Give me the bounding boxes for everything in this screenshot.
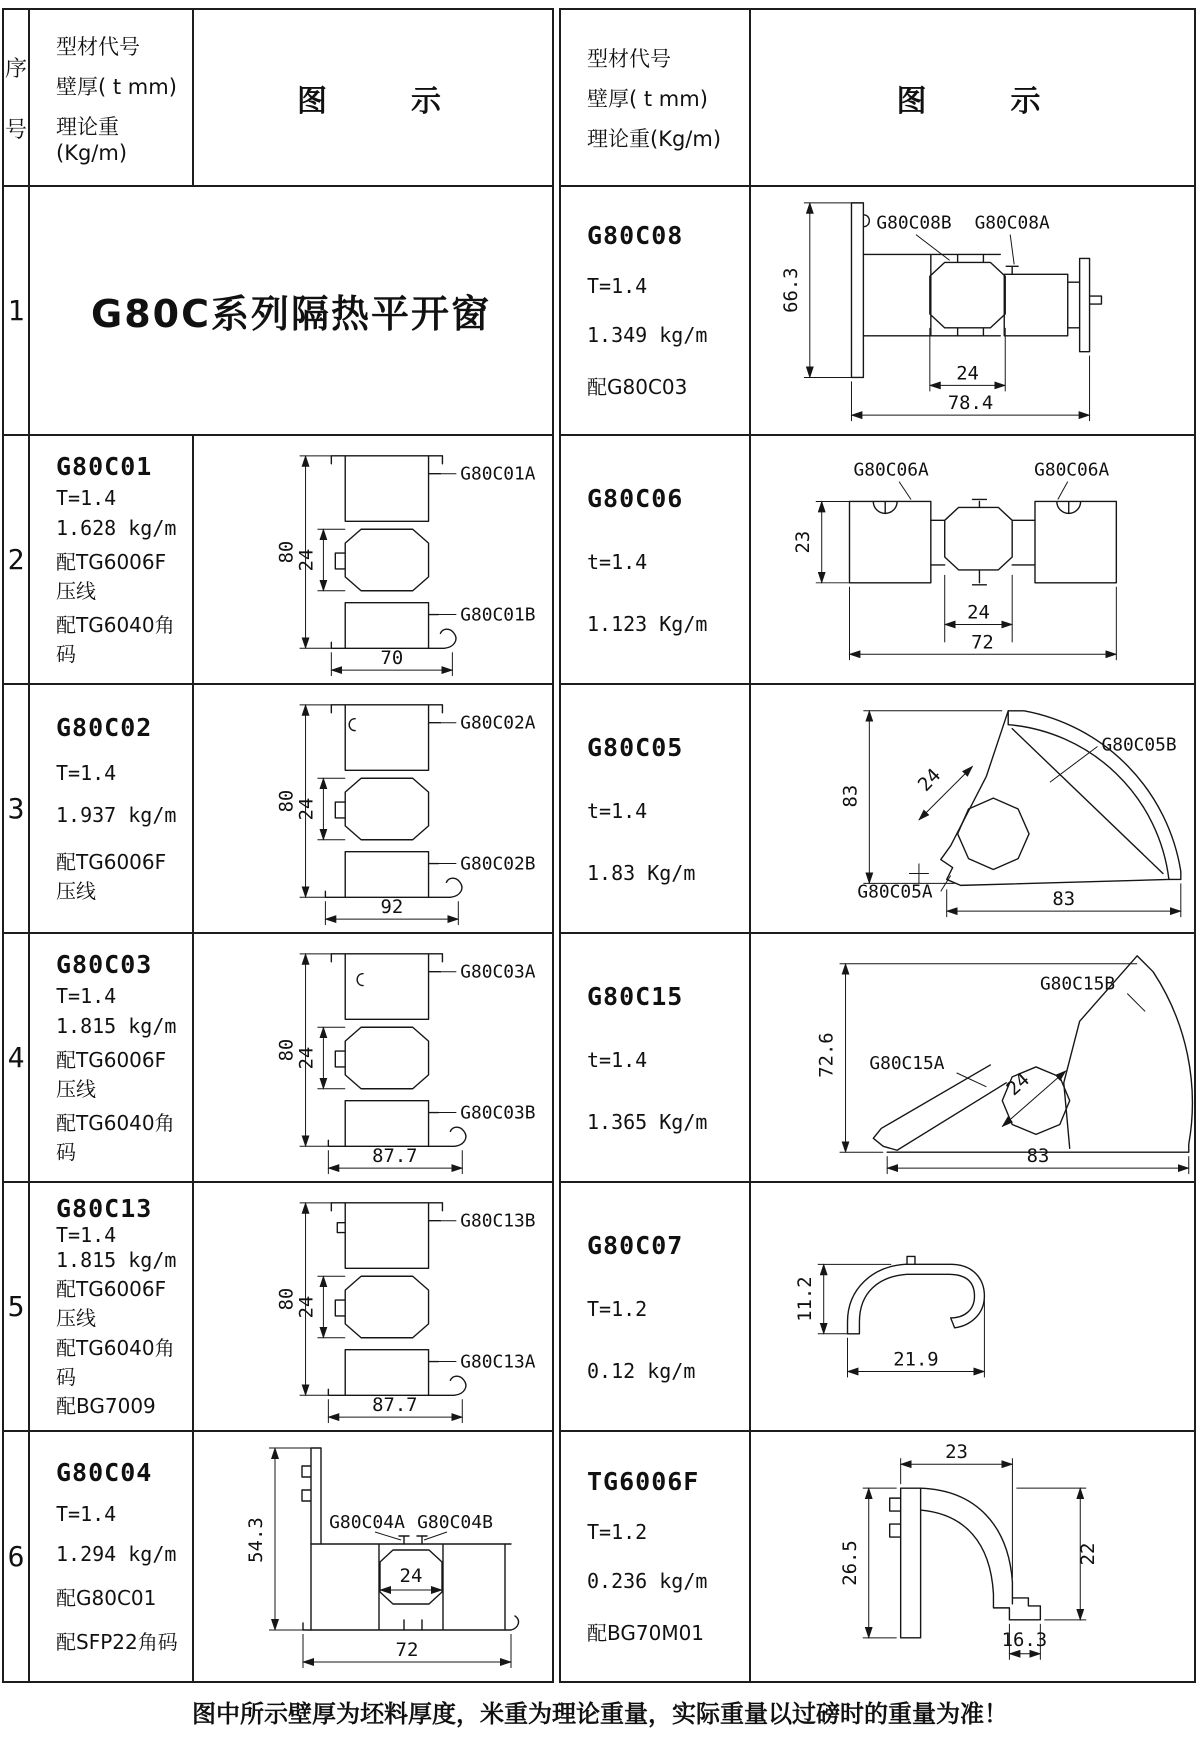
dim-label: 83 [840, 784, 862, 808]
profile-thickness: T=1.4 [56, 760, 117, 785]
profile-weight: 1.365 Kg/m [587, 1109, 708, 1134]
profile-code: G80C03 [56, 949, 153, 979]
header-line: 理论重(Kg/m) [587, 126, 722, 151]
profile-weight: 0.236 kg/m [587, 1568, 708, 1593]
profile-weight: 1.83 Kg/m [587, 860, 696, 885]
profile-accessory: 配TG6040角码 [56, 613, 175, 667]
dim-label: 72 [395, 1639, 419, 1661]
dim-label: 70 [380, 648, 404, 670]
profile-info-g80c06 [561, 436, 751, 685]
header-line: 型材代号 [56, 34, 140, 59]
profile-info-g80c15 [561, 934, 751, 1183]
dim-label: 24 [296, 1295, 318, 1319]
dim-label: 54.3 [245, 1517, 267, 1563]
part-label: G80C02B [460, 853, 536, 875]
dim-label: 80 [276, 789, 298, 813]
header-diagram-column-right: 图 示 [751, 10, 1194, 187]
dim-label: 83 [1026, 1146, 1050, 1168]
part-label: G80C05B [1101, 734, 1177, 756]
profile-thickness: T=1.4 [56, 984, 117, 1009]
dim-label: 24 [967, 602, 990, 624]
profile-accessory: 配G80C03 [587, 374, 688, 399]
table-right-half [559, 8, 1196, 1683]
part-label: G80C03A [460, 961, 536, 983]
dim-label: 83 [1052, 889, 1076, 911]
profile-accessory: 配TG6040角码 [56, 1335, 175, 1389]
row-seq: 3 [4, 685, 30, 934]
profile-thickness: T=1.4 [56, 1502, 117, 1527]
dim-label: 72.6 [816, 1032, 838, 1078]
row-seq: 2 [4, 436, 30, 685]
header-line: 理论重(Kg/m) [56, 114, 128, 165]
dim-label: 72 [971, 632, 994, 654]
drawing-g80c13 [194, 1183, 552, 1432]
header-info-column-left [30, 10, 194, 187]
profile-info-g80c03 [30, 934, 194, 1183]
header-line: 型材代号 [587, 46, 671, 71]
profile-accessory: 配G80C01 [56, 1585, 157, 1610]
dim-label: 21.9 [893, 1349, 939, 1371]
part-label: G80C13A [460, 1351, 536, 1373]
drawing-g80c06 [751, 436, 1194, 685]
row-seq: 1 [4, 187, 30, 436]
part-label: G80C15B [1039, 973, 1116, 995]
profile-weight: 1.815 kg/m [56, 1248, 177, 1273]
profile-info-g80c13 [30, 1183, 194, 1432]
profile-weight: 1.937 kg/m [56, 803, 177, 828]
profile-accessory: 配TG6006F压线 [56, 1047, 167, 1101]
profile-thickness: T=1.2 [587, 1520, 648, 1545]
row-seq: 6 [4, 1432, 30, 1681]
profile-code: G80C04 [56, 1457, 153, 1487]
part-label: G80C01B [460, 604, 536, 626]
profile-code: G80C08 [587, 221, 684, 251]
part-label: G80C06A [853, 459, 929, 481]
drawing-g80c07 [751, 1183, 1194, 1432]
profile-code: TG6006F [587, 1466, 700, 1496]
part-label: G80C01A [460, 463, 536, 485]
profile-weight: 1.349 kg/m [587, 322, 708, 347]
profile-accessory: 配TG6006F压线 [56, 849, 167, 903]
drawing-g80c02 [194, 685, 552, 934]
dim-label: 26.5 [838, 1540, 861, 1586]
profile-accessory: 配TG6040角码 [56, 1111, 175, 1165]
header-info-column-right [561, 10, 751, 187]
dim-label: 23 [792, 530, 814, 554]
profile-accessory: 配BG7009 [56, 1394, 156, 1419]
profile-accessory: 配BG70M01 [587, 1621, 705, 1646]
profile-weight: 1.628 kg/m [56, 515, 177, 540]
profile-thickness: T=1.4 [587, 274, 648, 299]
part-label: G80C02A [460, 712, 536, 734]
part-label: G80C08A [974, 212, 1050, 234]
profile-info-tg6006f [561, 1432, 751, 1681]
profile-accessory: 配TG6006F压线 [56, 1276, 167, 1330]
profile-info-g80c08 [561, 187, 751, 436]
header-seq-column [4, 10, 30, 187]
part-label: G80C03B [460, 1102, 536, 1124]
profile-code: G80C05 [587, 732, 684, 762]
dim-label: 11.2 [794, 1276, 816, 1322]
part-label: G80C15A [869, 1052, 945, 1074]
dim-label: 87.7 [372, 1395, 418, 1417]
dim-label: 24 [956, 363, 979, 385]
profile-code: G80C01 [56, 451, 153, 481]
dim-label: 24 [296, 1046, 318, 1070]
dim-label: 92 [380, 897, 404, 919]
drawing-g80c03 [194, 934, 552, 1183]
row-seq: 5 [4, 1183, 30, 1432]
dim-label: 78.4 [947, 393, 994, 415]
profile-code: G80C13 [56, 1193, 153, 1223]
part-label: G80C05A [857, 881, 933, 903]
profile-thickness: T=1.4 [56, 1223, 117, 1248]
dim-label: 23 [945, 1441, 968, 1464]
header-line: 壁厚( t mm) [587, 86, 708, 111]
profile-info-g80c05 [561, 685, 751, 934]
profile-code: G80C15 [587, 981, 684, 1011]
dim-label: 24 [296, 797, 318, 821]
part-label: G80C04B [417, 1512, 493, 1533]
header-diagram-column-left: 图 示 [194, 10, 552, 187]
dim-label: 80 [276, 1038, 298, 1062]
dim-label: 16.3 [1001, 1628, 1048, 1651]
profile-thickness: t=1.4 [587, 550, 648, 574]
drawing-g80c01 [194, 436, 552, 685]
profile-info-g80c02 [30, 685, 194, 934]
drawing-g80c05 [751, 685, 1194, 934]
seq-header-char: 号 [4, 117, 27, 143]
profile-accessory: 配TG6006F压线 [56, 549, 167, 603]
profile-code: G80C06 [587, 483, 684, 513]
profile-info-g80c01 [30, 436, 194, 685]
profile-thickness: t=1.4 [587, 799, 648, 823]
drawing-g80c08 [751, 187, 1194, 436]
part-label: G80C04A [329, 1512, 405, 1533]
part-label: G80C08B [876, 212, 952, 234]
dim-label: 24 [914, 764, 946, 796]
profile-weight: 1.815 kg/m [56, 1013, 177, 1038]
dim-label: 22 [1077, 1542, 1100, 1566]
drawing-g80c15 [751, 934, 1194, 1183]
profile-weight: 1.123 Kg/m [587, 611, 708, 636]
seq-header-char: 序 [4, 56, 27, 82]
profile-weight: 0.12 kg/m [587, 1358, 696, 1383]
part-label: G80C13B [460, 1210, 536, 1232]
drawing-tg6006f [751, 1432, 1194, 1681]
profile-accessory: 配SFP22角码 [56, 1630, 178, 1655]
profile-thickness: T=1.2 [587, 1297, 648, 1321]
dim-label: 24 [399, 1565, 423, 1587]
dim-label: 24 [296, 548, 318, 572]
table-left-half [2, 8, 554, 1683]
profile-info-g80c04 [30, 1432, 194, 1681]
profile-code: G80C02 [56, 713, 153, 743]
dim-label: 87.7 [372, 1146, 418, 1168]
profile-info-g80c07 [561, 1183, 751, 1432]
dim-label: 80 [276, 540, 298, 564]
part-label: G80C06A [1034, 459, 1110, 481]
profile-table [2, 8, 1196, 1683]
dim-label: 24 [1002, 1069, 1034, 1101]
series-title: G80C系列隔热平开窗 [30, 187, 552, 436]
dim-label: 66.3 [780, 267, 802, 313]
row-seq: 4 [4, 934, 30, 1183]
profile-thickness: t=1.4 [587, 1048, 648, 1072]
profile-thickness: T=1.4 [56, 486, 117, 511]
dim-label: 80 [276, 1287, 298, 1311]
profile-code: G80C07 [587, 1230, 684, 1260]
drawing-g80c04 [194, 1432, 552, 1681]
footer-note: 图中所示壁厚为坯料厚度，米重为理论重量，实际重量以过磅时的重量为准！ [192, 1700, 1008, 1728]
header-line: 壁厚( t mm) [56, 74, 177, 99]
profile-weight: 1.294 kg/m [56, 1541, 177, 1566]
